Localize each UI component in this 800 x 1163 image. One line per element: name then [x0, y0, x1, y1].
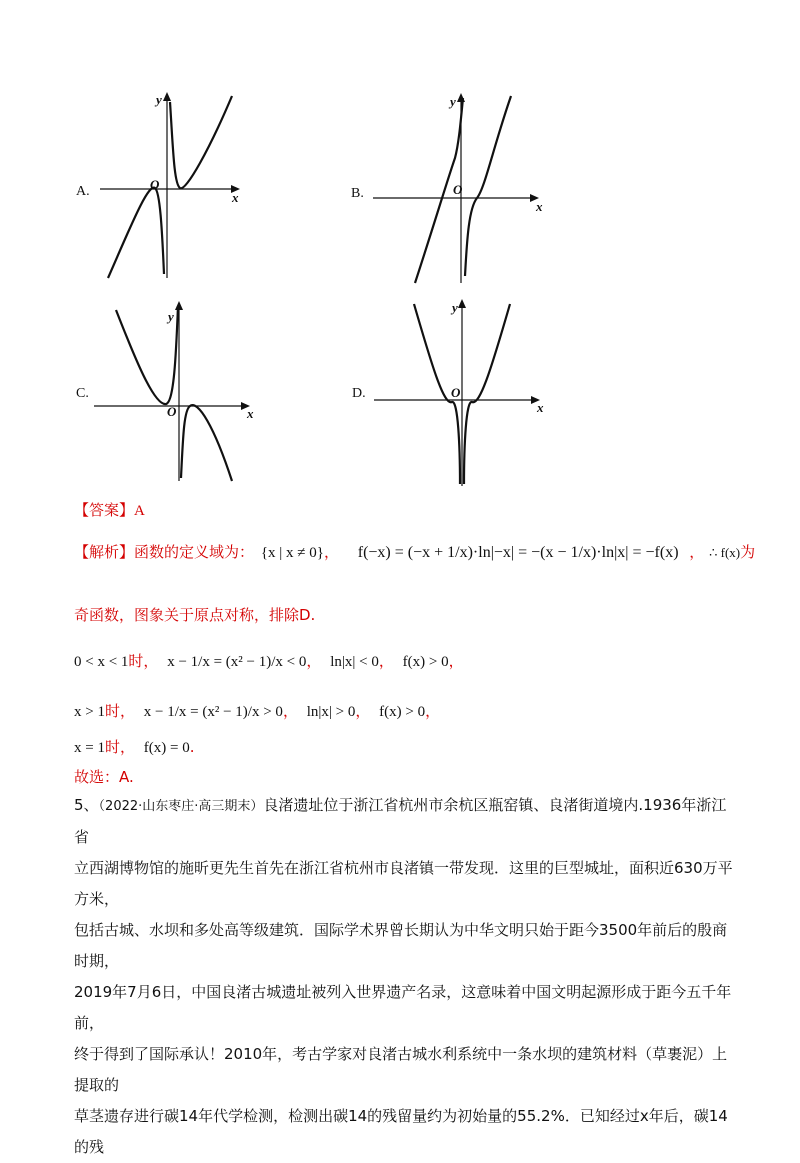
case-3-line: x = 1时， f(x) = 0.: [74, 738, 195, 756]
x-axis-label: x: [247, 406, 254, 421]
question-text-1: 良渚遗址位于浙江省杭州市余杭区瓶窑镇、良渚街道境内.1936年浙江省: [74, 796, 727, 846]
case-3-expr: f(x) = 0: [143, 740, 190, 756]
y-axis-label: y: [450, 94, 456, 109]
domain-text: 函数的定义域为：: [134, 543, 255, 561]
answer-line: [74, 499, 145, 520]
case-2-expr-1: x − 1/x = (x² − 1)/x > 0: [143, 704, 283, 720]
x-axis-label: x: [537, 400, 544, 415]
case-2-expr-2: ln|x| > 0: [306, 704, 356, 720]
answer-tag: 【答案】: [74, 501, 135, 519]
question-5-line-5: 终于得到了国际承认！2010年，考古学家对良渚古城水利系统中一条水坝的建筑材料（草裹泥）上提取的: [74, 1045, 728, 1094]
analysis-line-1: 【解析】函数的定义域为： {x | x ≠ 0}， f(−x) = (−x + 1/x)·ln|−x| = −(x − 1/x)·ln|x| = −f(x) ， ∴ f(x)为: [74, 543, 756, 561]
question-number: 5、: [74, 796, 99, 814]
question-5-line-1: [74, 790, 734, 853]
case-2-condition: x > 1: [74, 704, 105, 720]
answer-value: A: [134, 503, 145, 519]
question-source: （2022·山东枣庄·高三期末）: [98, 799, 264, 814]
conclusion-suffix: 为: [740, 543, 756, 561]
case-3-condition: x = 1: [74, 740, 105, 756]
case-2-shi: 时，: [104, 702, 135, 720]
origin-label: O: [150, 177, 160, 192]
option-a-label: A.: [76, 184, 90, 199]
question-5-line-6: 草茎遗存进行碳14年代学检测，检测出碳14的残留量约为初始量的55.2%．已知经过x年后，碳14的残: [74, 1107, 728, 1156]
case-1-shi: 时，: [128, 652, 159, 670]
question-5-line-4: 2019年7月6日，中国良渚古城遗址被列入世界遗产名录，这意味着中国文明起源形成于距今五千年前，: [74, 983, 732, 1032]
x-axis-label: x: [232, 190, 239, 205]
case-1-expr-2: ln|x| < 0: [330, 654, 379, 670]
origin-label: O: [167, 404, 177, 419]
case-1-expr-1: x − 1/x = (x² − 1)/x < 0: [167, 654, 307, 670]
question-5: [74, 790, 734, 1163]
option-d-graph: [374, 296, 564, 496]
case-1-line: 0 < x < 1时， x − 1/x = (x² − 1)/x < 0， ln|x| < 0， f(x) > 0，: [74, 652, 464, 670]
case-1-condition: 0 < x < 1: [74, 654, 129, 670]
analysis-line-2: 奇函数，图象关于原点对称，排除D.: [74, 606, 316, 624]
question-5-line-2: 立西湖博物馆的施昕更先生首先在浙江省杭州市良渚镇一带发现．这里的巨型城址，面积近630万平方米，: [74, 859, 733, 908]
option-a-graph: [100, 88, 280, 288]
y-axis-label: y: [168, 309, 174, 324]
option-b-graph: [373, 88, 553, 288]
x-axis-label: x: [536, 199, 543, 214]
origin-label: O: [453, 182, 463, 197]
option-d-label: D.: [352, 386, 366, 401]
origin-label: O: [451, 385, 461, 400]
conclusion-prefix: ∴ f(x): [709, 545, 741, 560]
choose-line: 故选：A.: [74, 768, 134, 786]
option-b-label: B.: [351, 186, 364, 201]
option-c-label: C.: [76, 386, 89, 401]
domain-set: {x | x ≠ 0}: [260, 545, 324, 561]
option-c-graph: [94, 296, 274, 496]
analysis-tag: 【解析】: [74, 543, 135, 561]
case-2-expr-3: f(x) > 0: [379, 704, 426, 720]
y-axis-label: y: [452, 300, 458, 315]
question-5-line-3: 包括古城、水坝和多处高等级建筑．国际学术界曾长期认为中华文明只始于距今3500年前后的殷商时期，: [74, 921, 728, 970]
case-1-expr-3: f(x) > 0: [402, 654, 449, 670]
case-3-shi: 时，: [104, 738, 135, 756]
y-axis-label: y: [156, 92, 162, 107]
case-2-line: x > 1时， x − 1/x = (x² − 1)/x > 0， ln|x| > 0， f(x) > 0，: [74, 702, 441, 720]
f-neg-x-formula: f(−x) = (−x + 1/x)·ln|−x| = −(x − 1/x)·ln|x| = −f(x): [357, 544, 679, 561]
